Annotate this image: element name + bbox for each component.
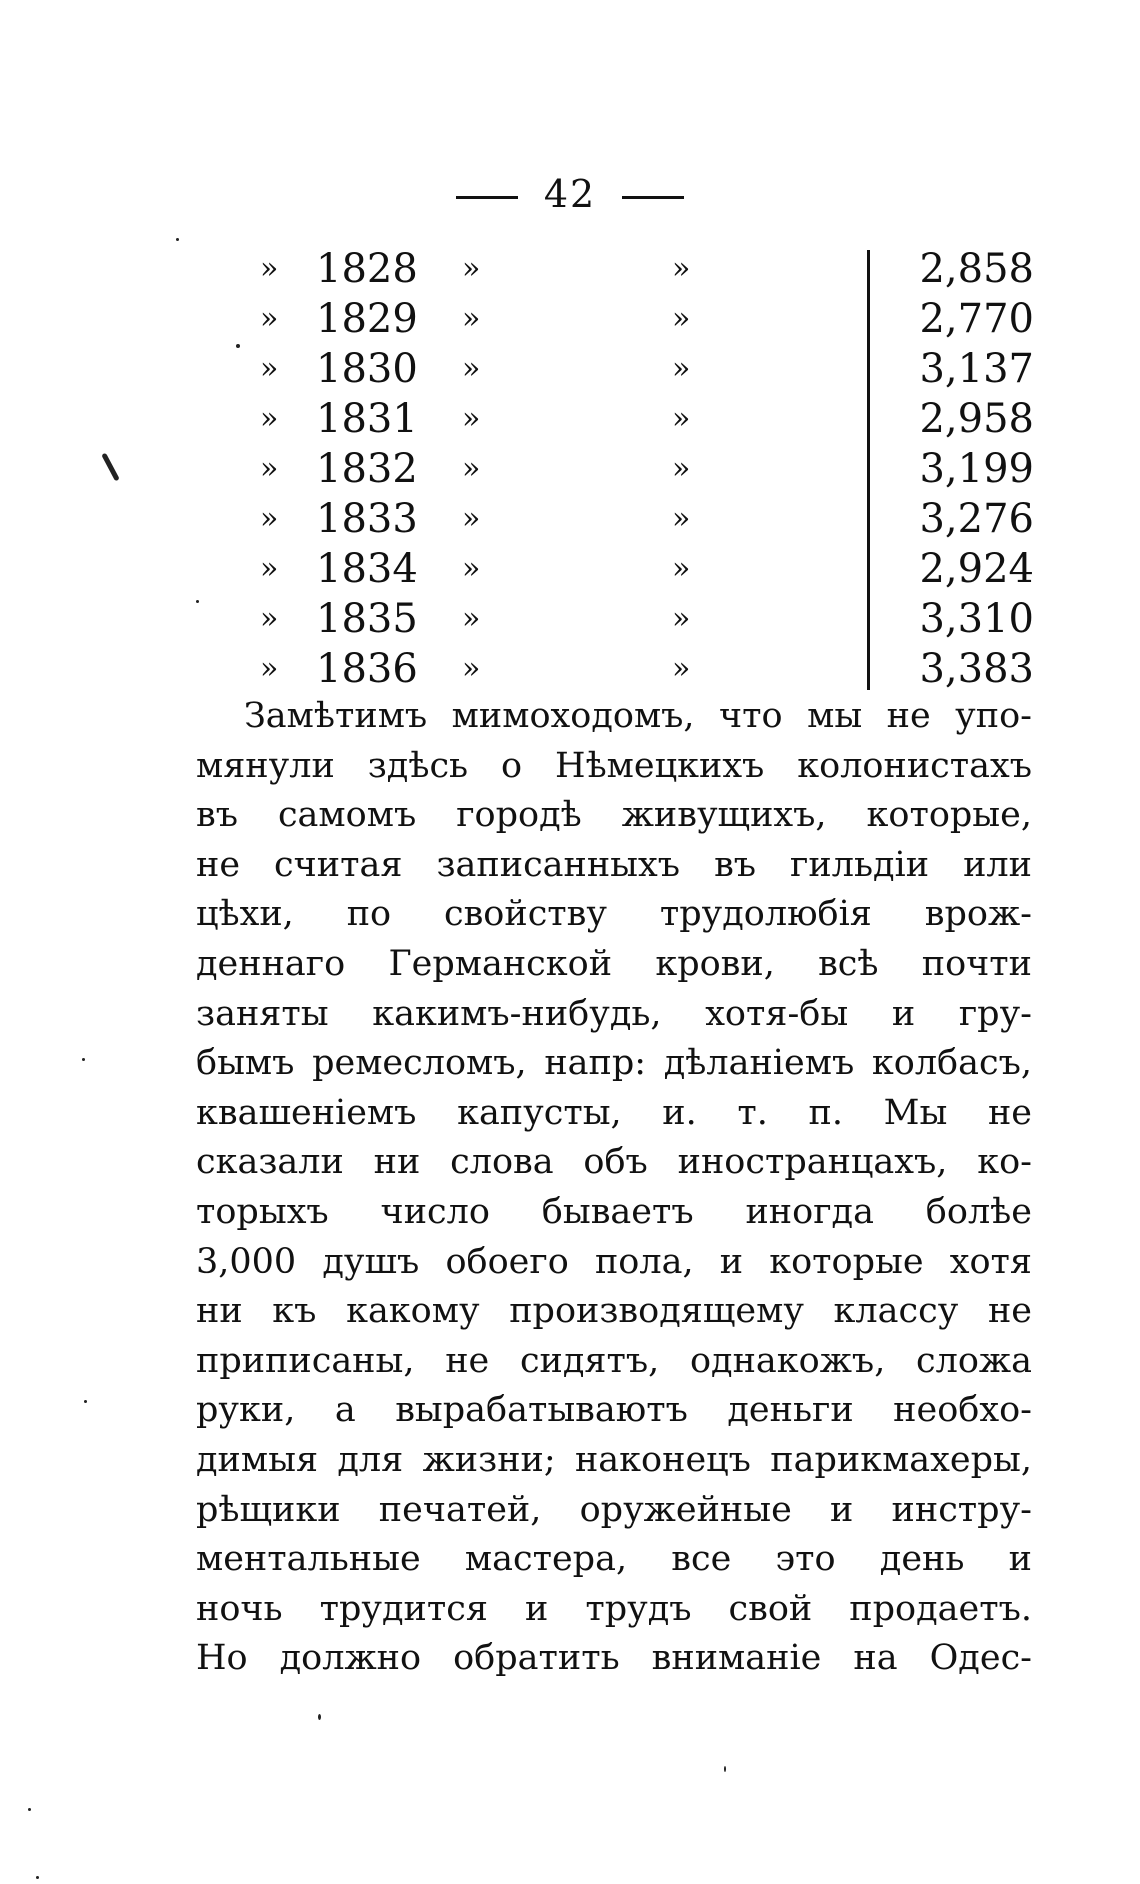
paragraph-line: приписаны, не сидятъ, однакожъ, сложа [196, 1340, 1032, 1381]
scan-speck [724, 1766, 726, 1772]
value-cell: 2,958 [919, 396, 1034, 442]
scan-speck [28, 1808, 31, 1811]
table-row [240, 344, 1040, 394]
ditto-mark: » [672, 651, 691, 686]
page-number: 42 [543, 172, 597, 216]
scan-speck [176, 238, 179, 241]
page-header [0, 172, 1140, 216]
value-cell: 2,858 [919, 246, 1034, 292]
paragraph-line: ментальные мастера, все это день и [196, 1539, 1032, 1580]
year-cell: 1833 [316, 496, 418, 542]
paragraph-line: не считая записанныхъ въ гильдіи или [196, 844, 1032, 885]
table-row [240, 444, 1040, 494]
table-row [240, 644, 1040, 694]
ditto-mark: » [462, 251, 481, 286]
ditto-mark: » [260, 351, 279, 386]
paragraph-line: въ самомъ городѣ живущихъ, которые, [196, 795, 1032, 836]
header-dash-right [622, 196, 684, 199]
scan-speck [196, 600, 199, 603]
ditto-mark: » [462, 501, 481, 536]
year-cell: 1834 [316, 546, 418, 592]
ditto-mark: » [260, 601, 279, 636]
table-row [240, 294, 1040, 344]
ditto-mark: » [260, 301, 279, 336]
ditto-mark: » [260, 251, 279, 286]
paragraph-line: цѣхи, по свойству трудолюбія врож- [196, 894, 1032, 935]
table-row [240, 594, 1040, 644]
ditto-mark: » [260, 651, 279, 686]
scan-speck [318, 1714, 321, 1720]
year-cell: 1829 [316, 296, 418, 342]
ditto-mark: » [260, 401, 279, 436]
ditto-mark: » [462, 601, 481, 636]
ditto-mark: » [462, 351, 481, 386]
year-cell: 1830 [316, 346, 418, 392]
paragraph-line: бымъ ремесломъ, напр: дѣланіемъ колбасъ, [196, 1043, 1032, 1084]
table-row [240, 394, 1040, 444]
value-cell: 3,383 [919, 646, 1034, 692]
scan-speck [36, 1876, 39, 1879]
paragraph-line: ночь трудится и трудъ свой продаетъ. [196, 1588, 1032, 1629]
ditto-mark: » [462, 651, 481, 686]
paragraph-line: димыя для жизни; наконецъ парикмахеры, [196, 1439, 1032, 1480]
paragraph-line: Но должно обратить вниманіе на Одес- [196, 1638, 1032, 1679]
ditto-mark: » [672, 301, 691, 336]
table-row [240, 544, 1040, 594]
scan-speck [101, 453, 119, 482]
year-cell: 1836 [316, 646, 418, 692]
paragraph-line: деннаго Германской крови, всѣ почти [196, 943, 1032, 984]
paragraph-line: заняты какимъ-нибудь, хотя-бы и гру- [196, 993, 1032, 1034]
ditto-mark: » [672, 501, 691, 536]
ditto-mark: » [462, 301, 481, 336]
paragraph-line: 3,000 душъ обоего пола, и которые хотя [196, 1241, 1032, 1282]
ditto-mark: » [672, 601, 691, 636]
paragraph-line: рѣщики печатей, оружейные и инстру- [196, 1489, 1032, 1530]
paragraph-line: сказали ни слова объ иностранцахъ, ко- [196, 1142, 1032, 1183]
ditto-mark: » [462, 451, 481, 486]
scan-speck [236, 344, 240, 348]
scan-speck [82, 1058, 85, 1061]
ditto-mark: » [260, 451, 279, 486]
ditto-mark: » [672, 401, 691, 436]
ditto-mark: » [260, 501, 279, 536]
header-dash-left [456, 196, 518, 199]
year-cell: 1828 [316, 246, 418, 292]
scan-speck [84, 1400, 87, 1403]
table-row [240, 244, 1040, 294]
year-cell: 1832 [316, 446, 418, 492]
value-cell: 2,770 [919, 296, 1034, 342]
paragraph-line: Замѣтимъ мимоходомъ, что мы не упо- [244, 696, 1032, 736]
ditto-mark: » [672, 251, 691, 286]
value-cell: 2,924 [919, 546, 1034, 592]
ditto-mark: » [462, 551, 481, 586]
year-cell: 1835 [316, 596, 418, 642]
value-cell: 3,310 [919, 596, 1034, 642]
paragraph-line: квашеніемъ капусты, и. т. п. Мы не [196, 1092, 1032, 1133]
paragraph-line: торыхъ число бываетъ иногда болѣе [196, 1191, 1032, 1232]
table-row [240, 494, 1040, 544]
paragraph-line: ни къ какому производящему классу не [196, 1291, 1032, 1332]
ditto-mark: » [672, 551, 691, 586]
ditto-mark: » [462, 401, 481, 436]
paragraph-line: руки, а вырабатываютъ деньги необхо- [196, 1390, 1032, 1431]
ditto-mark: » [672, 351, 691, 386]
value-cell: 3,199 [919, 446, 1034, 492]
year-statistics-table [240, 244, 1040, 694]
ditto-mark: » [260, 551, 279, 586]
body-paragraph [196, 692, 1032, 1684]
year-cell: 1831 [316, 396, 418, 442]
value-cell: 3,276 [919, 496, 1034, 542]
value-cell: 3,137 [919, 346, 1034, 392]
ditto-mark: » [672, 451, 691, 486]
paragraph-line: мянули здѣсь о Нѣмецкихъ колонистахъ [196, 745, 1032, 786]
